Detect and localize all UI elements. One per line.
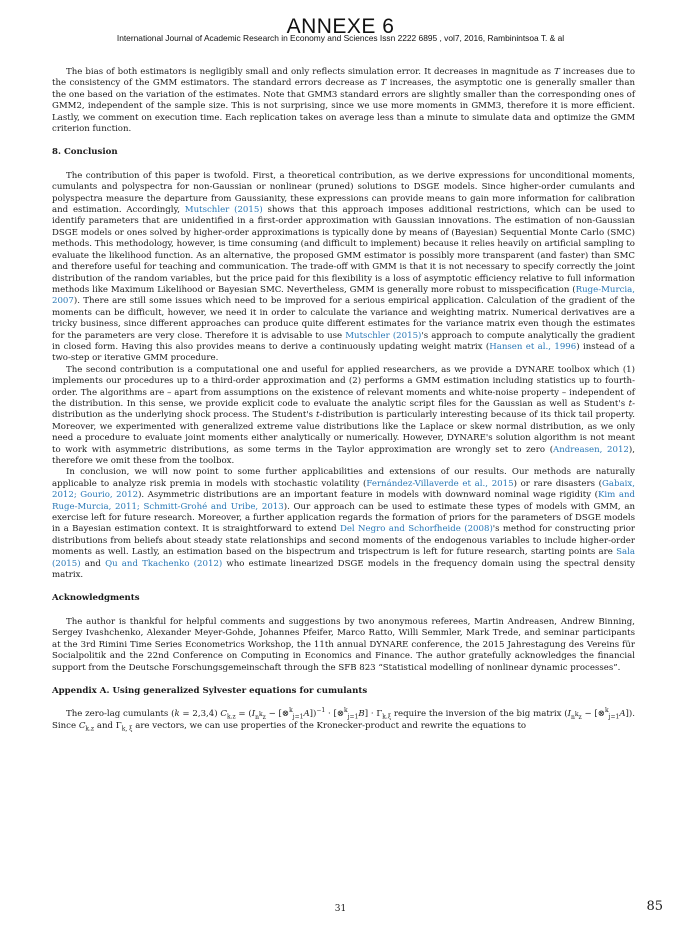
acknowledgments-paragraph: The author is thankful for helpful comments and suggestions by two anonymous referees, Martin Andreasen, Andrew Binning, Sergey Ivashchenko, Alexander Meyer-Gohde, Johannes Pfeifer, Marco Ratto, Willi Semmler, Mark Trede, and seminar participants at the 3rd Rimini Time Series Econometrics Workshop, the 11th annual DYNARE conference, the 2015 Jahrestagung des Vereins für Socialpolitik and the 22nd Conference on Computing in Economics and Finance. The author gratefully acknowledges the financial support from the Deutsche Forschungsgemeinschaft through the SFB 823 “Statistical modelling of nonlinear dynamic processes”. <box>52 616 635 673</box>
citation-link[interactable]: Hansen et al., 1996 <box>489 341 577 352</box>
journal-page-number: 85 <box>646 899 663 914</box>
citation-link[interactable]: Del Negro and Schorfheide (2008) <box>339 524 493 535</box>
citation-link[interactable]: Gabaix, 2012; Gourio, 2012 <box>52 478 635 501</box>
page-number: 31 <box>334 904 347 914</box>
citation-link[interactable]: Sala (2015) <box>52 547 635 569</box>
citation-link[interactable]: Qu and Tkachenko (2012) <box>105 558 223 569</box>
conclusion-paragraph-1: The contribution of this paper is twofold. First, a theoretical contribution, as we derive expressions for unconditional moments, cumulants and polyspectra for non-Gaussian or nonlinear (pruned) solutions to DSGE models. Since higher-order cumulants and polyspectra measure the departure from Gaussianity, these expressions can provide means to gain more information for calibration and estimation. Accordingly, Mutschler (2015) shows that this approach imposes additional restrictions, which can be used to identify parameters that are unidentified in a first-order approximation with Gaussian innovations. The estimation of non-Gaussian DSGE models or ones solved by higher-order approximations is typically done by means of (Bayesian) Sequential Monte Carlo (SMC) methods. This methodology, however, is time consuming (and difficult to implement) because it relies heavily on artificial sampling to evaluate the likelihood function. As an alternative, the proposed GMM estimator is possibly more transparent (and faster) than SMC and therefore useful for teaching and communication. The trade-off with GMM is that it is not necessary to specify correctly the joint distribution of the random variables, but the price paid for this flexibility is a loss of asymptotic efficiency relative to full information methods like Maximum Likelihood or Bayesian SMC. Nevertheless, GMM is generally more robust to misspecification (Ruge-Murcia, 2007). There are still some issues which need to be improved for a serious empirical application. Calculation of the gradient of the moments can be difficult, however, we need it in order to calculate the variance and weighting matrix. Numerical derivatives are a tricky business, since different approaches can produce quite different estimates for the variance matrix even though the estimates for the parameters are very close. Therefore it is advisable to use Mutschler (2015)'s approach to compute analytically the gradient in closed form. Having this also provides means to derive a continuously updating weight matrix (Hansen et al., 1996) instead of a two-step or iterative GMM procedure. <box>52 170 635 364</box>
conclusion-paragraph-3: In conclusion, we will now point to some further applicabilities and extensions of our results. Our methods are naturally applicable to analyze risk premia in models with stochastic volatility (Fernández-Villaverde et al., 2015) or rare disasters (Gabaix, 2012; Gourio, 2012). Asymmetric distributions are an important feature in models with downward nominal wage rigidity (Kim and Ruge-Murcia, 2011; Schmitt-Grohé and Uribe, 2013). Our approach can be used to estimate these types of models with GMM, an exercise left for future research. Moreover, a further application regards the formation of priors for the parameters of DSGE models in a Bayesian estimation context. It is straightforward to extend Del Negro and Schorfheide (2008)'s method for constructing prior distributions from beliefs about steady state relationships and second moments of the endogenous variables to include higher-order moments as well. Lastly, an estimation based on the bispectrum and trispectrum is left for future research, starting points are Sala (2015) and Qu and Tkachenko (2012) who estimate linearized DSGE models in the frequency domain using the spectral density matrix. <box>52 467 636 581</box>
acknowledgments-heading: Acknowledgments <box>52 593 140 604</box>
running-header: International Journal of Academic Research in Economy and Sciences Issn 2222 6895 , vol7, 2016, Rambinintsoa T. & al <box>116 33 565 43</box>
results-paragraph: The bias of both estimators is negligibly small and only reflects simulation error. It decreases in magnitude as T increases due to the consistency of the GMM estimators. The standard errors decrease as T increases, the asymptotic one is generally smaller than the one based on the variation of the estimates. Note that GMM3 standard errors are slightly smaller than the corresponding ones of GMM2, independent of the sample size. This is not surprising, since we use more moments in GMM3, therefore it is more efficient. Lastly, we comment on execution time. Each replication takes on average less than a minute to simulate data and optimize the GMM criterion function. <box>52 67 636 135</box>
annexe-label: ANNEXE 6 <box>286 15 395 38</box>
conclusion-heading: 8. Conclusion <box>52 147 118 158</box>
citation-link[interactable]: Mutschler (2015) <box>184 205 263 216</box>
article-body <box>52 67 635 732</box>
citation-link[interactable]: Mutschler (2015) <box>345 330 422 341</box>
appendix-heading: Appendix A. Using generalized Sylvester equations for cumulants <box>52 685 368 696</box>
citation-link[interactable]: Ruge-Murcia, 2007 <box>52 284 635 307</box>
citation-link[interactable]: Fernández-Villaverde et al., 2015 <box>366 478 514 489</box>
appendix-paragraph: The zero-lag cumulants (k = 2,3,4) $C_{k.z} = (I_{n^kz}$ − [⊗$^k_{j=1}$A])$^{-1}$ · [⊗$^k_{j=1}$B] · $\Gamma_{k.\xi}$ require the inversion of the big matrix ($I_{n^kz}$ − [⊗$^k_{j=1}$A]). Since $C_{k.z}$ and $\Gamma_{k, \xi}$ are vectors, we can use properties of the Kronecker-product and rewrite the equations to <box>52 707 635 733</box>
conclusion-paragraph-2: The second contribution is a computational one and useful for applied researchers, as we provide a DYNARE toolbox which (1) implements our procedures up to a third-order approximation and (2) performs a GMM estimation including statistics up to fourth-order. The algorithms are – apart from assumptions on the existence of relevant moments and white-noise property – independent of the distribution. In this sense, we provide explicit code to evaluate the analytic script files for the Gaussian as well as Student's t-distribution as the underlying shock process. The Student's t-distribution is particularly interesting because of its thick tail property. Moreover, we experimented with generalized extreme value distributions like the Laplace or skew normal distribution, as we only need a procedure to evaluate joint moments either analytically or numerically. However, DYNARE's solution algorithm is not meant to work with asymmetric distributions, as some terms in the Taylor approximation are wrongly set to zero (Andreasen, 2012), therefore we omit these from the toolbox. <box>52 364 635 466</box>
citation-link[interactable]: Andreasen, 2012 <box>553 444 629 455</box>
citation-link[interactable]: Kim and Ruge-Murcia, 2011; Schmitt-Grohé and Uribe, 2013 <box>52 490 636 512</box>
